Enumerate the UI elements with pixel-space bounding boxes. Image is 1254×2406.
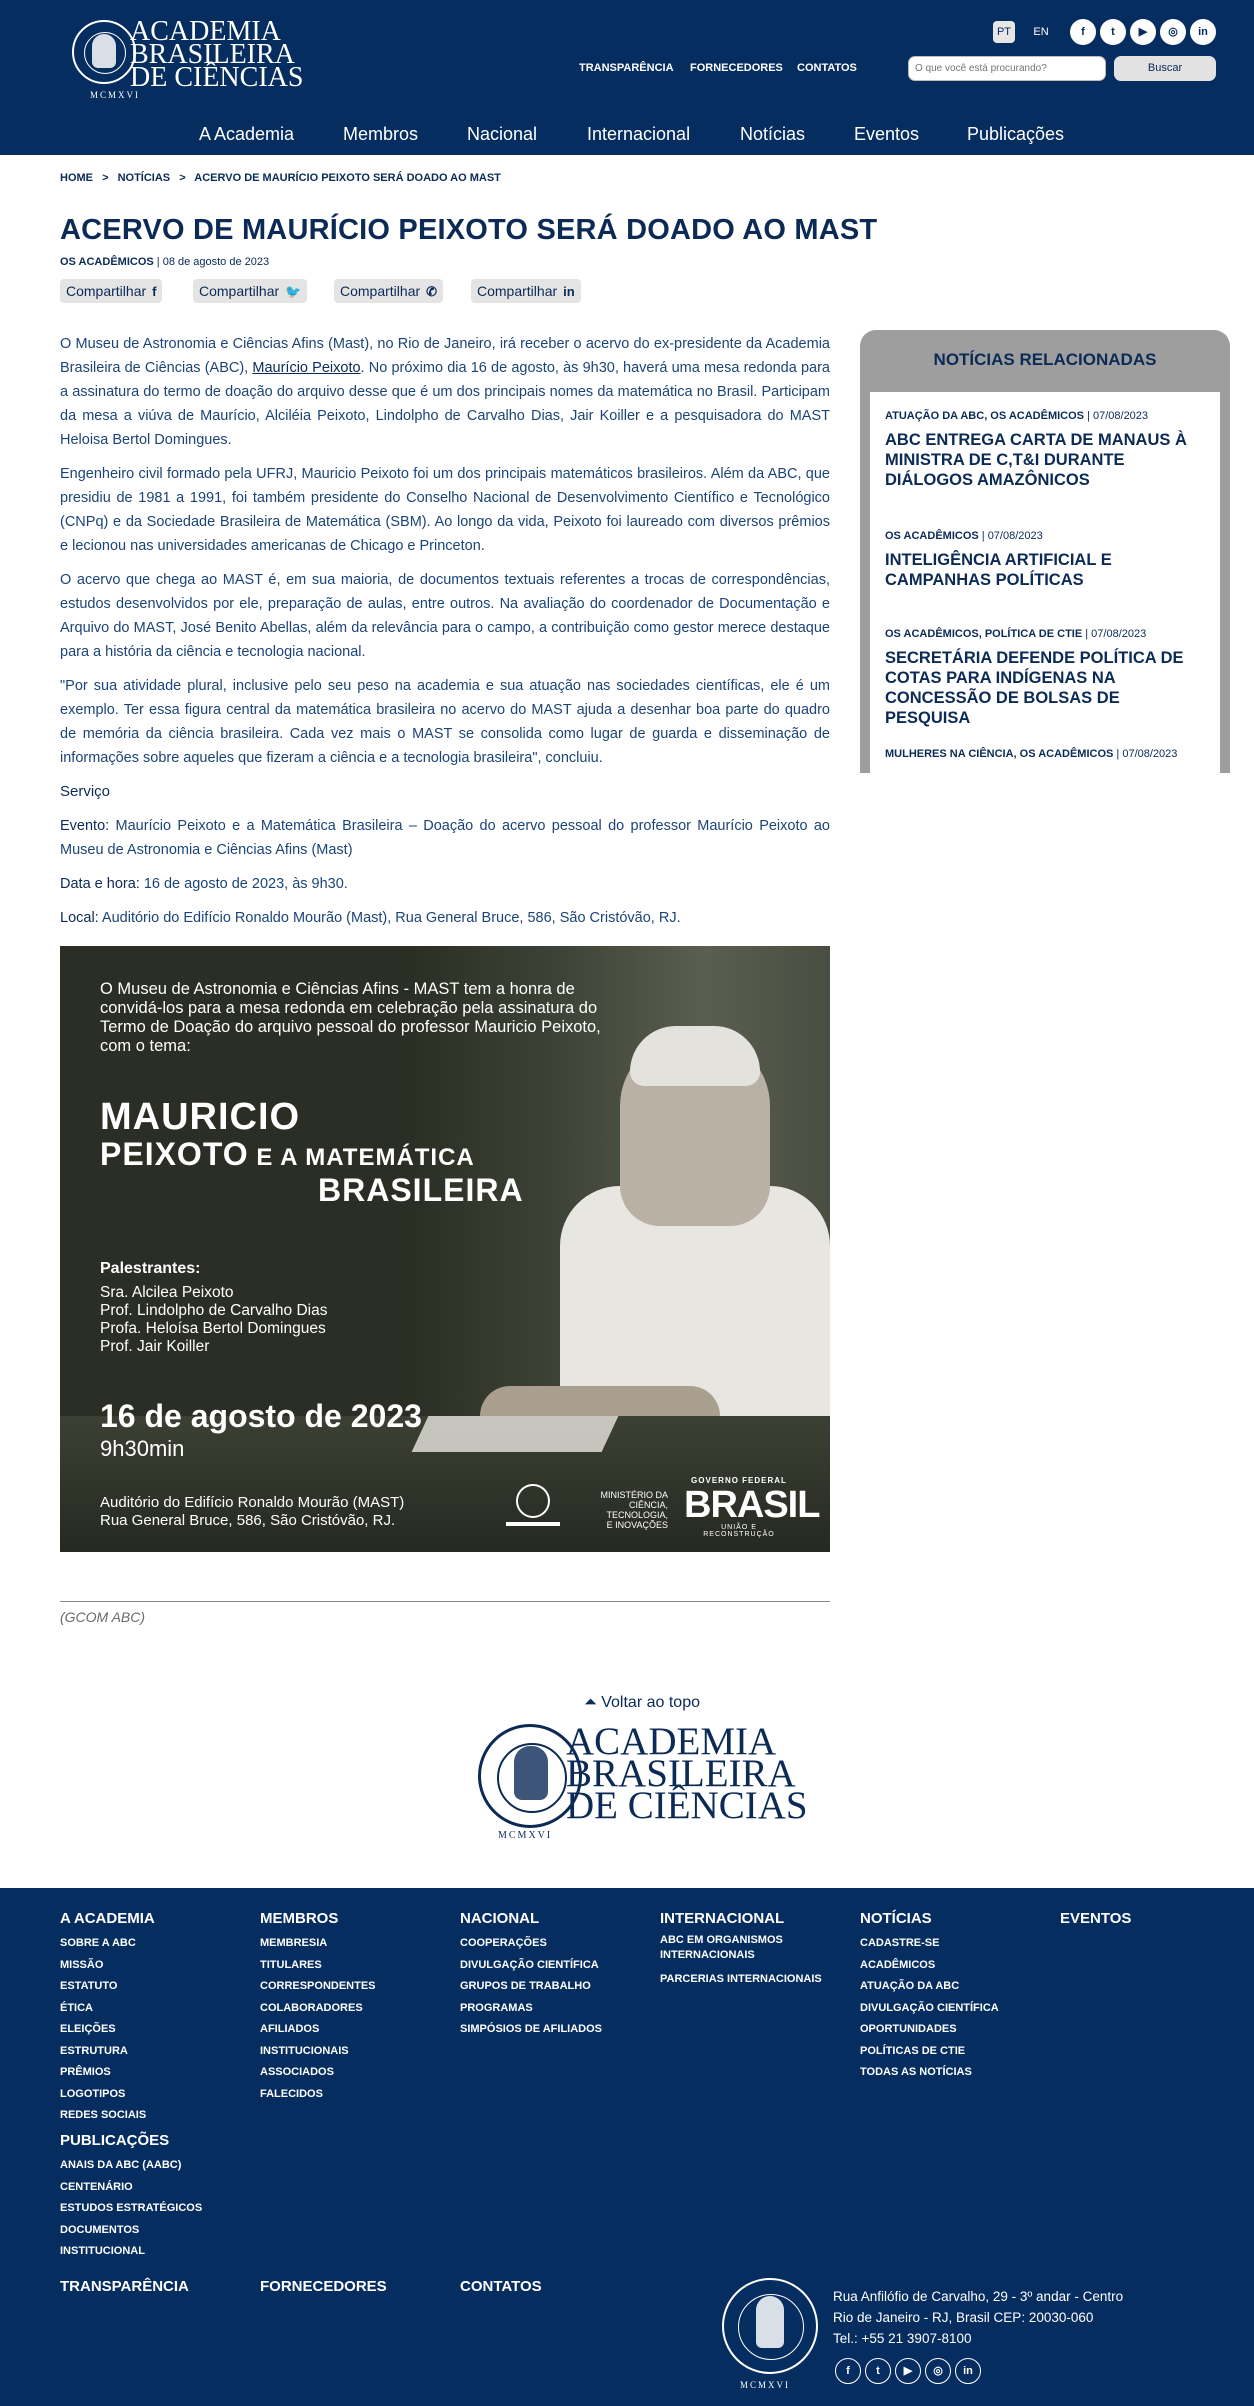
nav-nacional[interactable]: Nacional — [467, 124, 538, 144]
footer-col-publicacoes — [60, 2132, 202, 2263]
footer-link-transparencia[interactable]: TRANSPARÊNCIA — [60, 2278, 189, 2295]
lang-en[interactable]: EN — [1033, 26, 1049, 38]
data-label: Data e hora: — [60, 876, 140, 892]
article-date: | 08 de agosto de 2023 — [156, 256, 270, 268]
local-label: Local: — [60, 910, 99, 926]
footer-heading[interactable]: MEMBROS — [260, 1910, 339, 1927]
footer-link[interactable]: REDES SOCIAIS — [60, 2109, 147, 2121]
nav-noticias[interactable]: Notícias — [740, 124, 806, 144]
nav-publicacoes[interactable]: Publicações — [967, 124, 1065, 144]
footer-link[interactable]: DIVULGAÇÃO CIENTÍFICA — [860, 2001, 999, 2014]
footer-link[interactable]: CORRESPONDENTES — [260, 1980, 376, 1992]
footer-link-fornecedores[interactable]: FORNECEDORES — [260, 2278, 387, 2295]
related-news-title: NOTÍCIAS RELACIONADAS — [933, 350, 1157, 369]
share-twitter-button[interactable] — [193, 279, 307, 303]
search-input[interactable] — [908, 56, 1106, 81]
article-meta — [60, 256, 269, 268]
footer-link[interactable]: INSTITUCIONAL — [60, 2245, 145, 2257]
share-label: Compartilhar — [66, 283, 147, 299]
evento-line — [60, 814, 830, 862]
twitter-icon[interactable]: t — [865, 2358, 891, 2384]
related-news-meta — [885, 628, 1146, 640]
share-linkedin-button[interactable] — [471, 279, 581, 303]
data-value: 16 de agosto de 2023, às 9h30. — [139, 876, 348, 892]
related-news-category[interactable]: ATUAÇÃO DA ABC, OS ACADÊMICOS — [885, 410, 1085, 422]
related-news-link[interactable]: INTELIGÊNCIA ARTIFICIAL E CAMPANHAS POLÍTICAS — [885, 551, 1112, 589]
article-paragraph: Engenheiro civil formado pela UFRJ, Mauricio Peixoto foi um dos principais matemáticos brasileiros. Além da ABC, que presidiu de 1981 a 1991, foi também presidente do Conselho Nacional de Desenvolvimento Científico e Tecnológico (CNPq) e da Sociedade Brasileira de Matemática (SBM). Ao longo da vida, Peixoto foi laureado com diversos prêmios e lecionou nas universidades americanas de Chicago e Princeton. — [60, 466, 830, 554]
poster-intro: O Museu de Astronomia e Ciências Afins - MAST tem a honra de convidá-los para a mesa redonda em celebração pela assinatura do Termo de Doação do arquivo pessoal do professor Mauricio Peixoto, com o tema: — [100, 980, 601, 1055]
logo-year: MCMXVI — [90, 90, 141, 100]
footer-address — [833, 2286, 1123, 2349]
poster-title-3: BRASILEIRA — [318, 1172, 524, 1208]
poster-location — [100, 1494, 404, 1530]
top-link-contatos[interactable]: CONTATOS — [797, 62, 857, 74]
logo-line: BRASILEIRA — [566, 1752, 796, 1795]
top-link-fornecedores[interactable]: FORNECEDORES — [690, 62, 783, 74]
poster-paper — [412, 1416, 619, 1452]
related-news-meta — [885, 410, 1148, 422]
youtube-icon[interactable]: ▶ — [895, 2358, 921, 2384]
article-body — [60, 332, 830, 940]
mauricio-peixoto-link[interactable]: Maurício Peixoto — [252, 360, 361, 376]
local-line — [60, 906, 830, 930]
breadcrumb — [60, 172, 507, 184]
text: . No próximo dia 16 de agosto, às 9h30, haverá uma mesa redonda para a assinatura do termo de doação do arquivo desse que é um dos principais nomes da matemática no Brasil. Participam da mesa a viúva de Maurício, Alciléia Peixoto, Lindolpho de Carvalho Dias, Jair Koiller e a pesquisadora do MAST Heloisa Bertol Domingues. — [60, 360, 830, 448]
poster-speaker: Prof. Lindolpho de Carvalho Dias — [100, 1302, 328, 1319]
footer-col-noticias — [860, 1910, 999, 2084]
footer-link[interactable]: SIMPÓSIOS DE AFILIADOS — [460, 2023, 602, 2035]
article-paragraph: "Por sua atividade plural, inclusive pelo seu peso na academia e sua atuação nas sociedades científicas, ele é um exemplo. Ter essa figura central da matemática brasileira no acervo do MAST ajuda a desenhar boa parte do quadro de memória da ciência brasileira. Cada vez mais o MAST se consolida como lugar de guarda e disseminação de informações sobre aqueles que fizeram a ciência e a tecnologia brasileira", concluiu. — [60, 678, 830, 766]
nav-eventos[interactable]: Eventos — [854, 124, 920, 144]
back-to-top-link[interactable]: ⏶ Voltar ao topo — [584, 1694, 700, 1711]
footer-link[interactable]: ACADÊMICOS — [860, 1958, 936, 1971]
related-news-category[interactable]: OS ACADÊMICOS — [885, 530, 979, 542]
footer-link[interactable]: COOPERAÇÕES — [460, 1937, 547, 1949]
linkedin-icon: in — [563, 284, 575, 299]
footer-link[interactable]: AFILIADOS — [260, 2023, 320, 2035]
related-news-link[interactable]: SECRETÁRIA DEFENDE POLÍTICA DE COTAS PARA INDÍGENAS NA CONCESSÃO DE BOLSAS DE PESQUISA — [885, 649, 1184, 727]
footer-link[interactable]: ESTRUTURA — [60, 2044, 128, 2057]
share-whatsapp-button[interactable] — [334, 279, 443, 303]
footer-link[interactable]: CADASTRE-SE — [860, 1937, 940, 1949]
text: O Museu de Astronomia e Ciências Afins (Mast), no Rio de Janeiro, irá receber o acervo do ex-presidente da Academia Brasileira de Ciências (ABC), — [60, 336, 830, 376]
evento-value: Maurício Peixoto e a Matemática Brasileira – Doação do acervo pessoal do professor Maurício Peixoto ao Museu de Astronomia e Ciências Afins (Mast) — [60, 818, 830, 858]
poster-location-line: Rua General Bruce, 586, São Cristóvão, RJ. — [100, 1512, 396, 1529]
related-news-link[interactable]: ABC ENTREGA CARTA DE MANAUS À MINISTRA DE C,T&I DURANTE DIÁLOGOS AMAZÔNICOS — [885, 431, 1187, 489]
logo-line: ACADEMIA — [566, 1720, 777, 1763]
footer-link[interactable]: CENTENÁRIO — [60, 2180, 133, 2193]
footer-heading[interactable]: INTERNACIONAL — [660, 1910, 785, 1927]
breadcrumb-home[interactable]: HOME — [60, 172, 93, 184]
footer-col-nacional — [460, 1910, 602, 2041]
brasil-logo: BRASIL — [684, 1484, 820, 1526]
logo-line: DE CIÊNCIAS — [130, 62, 304, 93]
related-news-category[interactable]: OS ACADÊMICOS, POLÍTICA DE CTIE — [885, 628, 1083, 640]
footer-link[interactable]: ÉTICA — [60, 2001, 93, 2014]
footer-link[interactable]: DOCUMENTOS — [60, 2223, 140, 2236]
local-value: Auditório do Edifício Ronaldo Mourão (Mast), Rua General Bruce, 586, São Cristóvão, RJ. — [98, 910, 681, 926]
footer-heading[interactable]: NACIONAL — [460, 1910, 540, 1927]
poster-speaker: Profa. Heloísa Bertol Domingues — [100, 1320, 326, 1337]
logo-text — [130, 16, 304, 93]
data-line — [60, 872, 830, 896]
address-line: Rua Anfilófio de Carvalho, 29 - 3º andar - Centro — [833, 2289, 1124, 2304]
facebook-icon[interactable]: f — [835, 2358, 861, 2384]
footer-link[interactable]: MEMBRESIA — [260, 1937, 328, 1949]
related-news-date: | 07/08/2023 — [1113, 748, 1178, 760]
poster-time: 9h30min — [100, 1436, 185, 1461]
footer-link[interactable]: ESTATUTO — [60, 1980, 118, 1992]
footer-seal-year: MCMXVI — [740, 2380, 791, 2390]
breadcrumb-noticias[interactable]: NOTÍCIAS — [117, 172, 171, 184]
footer-col-internacional — [660, 1910, 840, 1991]
site-logo[interactable] — [72, 16, 312, 102]
nav-internacional[interactable]: Internacional — [587, 124, 691, 144]
related-news-date: | 07/08/2023 — [978, 530, 1043, 542]
poster-speakers-label: Palestrantes: — [100, 1260, 201, 1277]
youtube-icon[interactable]: ▶ — [1130, 19, 1156, 45]
logo-text — [566, 1720, 808, 1827]
share-facebook-button[interactable] — [60, 279, 162, 303]
ministerio-line: MINISTÉRIO DA — [600, 1490, 668, 1500]
share-label: Compartilhar — [340, 283, 421, 299]
instagram-icon[interactable]: ◎ — [925, 2358, 951, 2384]
footer-link[interactable]: ESTUDOS ESTRATÉGICOS — [60, 2202, 203, 2214]
lang-pt[interactable]: PT — [993, 21, 1015, 43]
related-news-meta — [885, 530, 1043, 542]
related-news-meta — [885, 748, 1177, 760]
logo-line: BRASILEIRA — [130, 39, 295, 70]
ministerio-line: E INOVAÇÕES — [606, 1520, 668, 1530]
related-news-date: | 07/08/2023 — [1084, 410, 1149, 422]
footer-link[interactable]: ASSOCIADOS — [260, 2066, 334, 2078]
footer-link[interactable]: DIVULGAÇÃO CIENTÍFICA — [460, 1958, 599, 1971]
footer-link[interactable]: COLABORADORES — [260, 2001, 363, 2014]
footer-link[interactable]: ELEIÇÕES — [60, 2023, 116, 2035]
poster-date: 16 de agosto de 2023 — [100, 1398, 422, 1434]
facebook-icon: f — [152, 284, 157, 299]
breadcrumb-separator: > — [179, 172, 186, 184]
article-credit: (GCOM ABC) — [60, 1609, 146, 1625]
ministerio-line: CIÊNCIA, TECNOLOGIA, — [606, 1500, 668, 1520]
logo-line: DE CIÊNCIAS — [566, 1784, 808, 1827]
breadcrumb-separator: > — [102, 172, 109, 184]
divider — [60, 1601, 830, 1602]
article-paragraph — [60, 332, 830, 452]
page-title: ACERVO DE MAURÍCIO PEIXOTO SERÁ DOADO AO MAST — [60, 214, 878, 246]
poster-person-hair — [630, 1026, 760, 1086]
evento-label: Evento: — [60, 818, 110, 834]
breadcrumb-current: ACERVO DE MAURÍCIO PEIXOTO SERÁ DOADO AO MAST — [194, 172, 501, 184]
footer-heading[interactable]: EVENTOS — [1060, 1910, 1132, 1927]
footer-link[interactable]: FALECIDOS — [260, 2087, 323, 2100]
footer-link[interactable]: POLÍTICAS DE CTIE — [860, 2044, 966, 2057]
article-paragraph: O acervo que chega ao MAST é, em sua maioria, de documentos textuais referentes a trocas de correspondências, estudos desenvolvidos por ele, preparação de aulas, entre outros. Na avaliação do coordenador de Documentação e Arquivo do MAST, José Benito Abellas, além da relevância para o campo, a contribuição como gestor merece destaque para a história da ciência e tecnologia nacional. — [60, 572, 830, 660]
site-header — [0, 0, 1254, 155]
share-label: Compartilhar — [199, 283, 280, 299]
address-line: Rio de Janeiro - RJ, Brasil CEP: 20030-060 — [833, 2310, 1094, 2325]
twitter-icon[interactable]: t — [1100, 19, 1126, 45]
logo-seal-figure-icon — [92, 34, 116, 68]
footer-link[interactable]: TITULARES — [260, 1958, 322, 1971]
ministerio-logo — [568, 1490, 668, 1530]
footer-link[interactable]: OPORTUNIDADES — [860, 2023, 957, 2035]
footer-link[interactable]: GRUPOS DE TRABALHO — [460, 1980, 591, 1992]
footer-link[interactable]: LOGOTIPOS — [60, 2087, 126, 2100]
footer-link[interactable]: MISSÃO — [60, 1958, 104, 1971]
poster-title-2a: PEIXOTO — [100, 1136, 249, 1172]
footer-heading[interactable]: NOTÍCIAS — [860, 1910, 932, 1927]
linkedin-icon[interactable]: in — [955, 2358, 981, 2384]
poster-speaker: Prof. Jair Koiller — [100, 1338, 210, 1355]
mast-logo-bar — [506, 1522, 560, 1526]
linkedin-icon[interactable]: in — [1190, 19, 1216, 45]
nav-membros[interactable]: Membros — [343, 124, 419, 144]
footer-link[interactable]: TODAS AS NOTÍCIAS — [860, 2066, 972, 2078]
top-link-transparencia[interactable]: TRANSPARÊNCIA — [579, 62, 674, 74]
footer-heading[interactable]: PUBLICAÇÕES — [60, 2132, 170, 2149]
logo-line: ACADEMIA — [130, 16, 281, 47]
share-label: Compartilhar — [477, 283, 558, 299]
mast-logo-icon — [516, 1484, 550, 1518]
footer-link[interactable]: PROGRAMAS — [460, 2001, 533, 2014]
footer-link[interactable]: ATUAÇÃO DA ABC — [860, 1980, 960, 1992]
related-news-list — [870, 392, 1220, 773]
footer-link[interactable]: PRÊMIOS — [60, 2066, 111, 2078]
twitter-icon: 🐦 — [285, 284, 302, 299]
servico-heading: Serviço — [60, 783, 111, 800]
governo-label: GOVERNO FEDERAL — [691, 1476, 787, 1485]
uniao-label: UNIÃO E RECONSTRUÇÃO — [703, 1524, 775, 1538]
event-poster-image — [60, 946, 830, 1552]
poster-speakers — [100, 1284, 327, 1356]
footer-heading[interactable]: A ACADEMIA — [60, 1910, 155, 1927]
footer-col-academia — [60, 1910, 155, 2127]
related-news-date: | 07/08/2023 — [1082, 628, 1147, 640]
footer-col-membros — [260, 1910, 376, 2105]
poster-title-2 — [100, 1136, 475, 1173]
phone-line: Tel.: +55 21 3907-8100 — [833, 2331, 972, 2346]
facebook-icon[interactable]: f — [1070, 19, 1096, 45]
search-button[interactable]: Buscar — [1114, 56, 1216, 81]
poster-title-1: MAURICIO — [100, 1096, 301, 1138]
related-news-category[interactable]: MULHERES NA CIÊNCIA, OS ACADÊMICOS — [885, 748, 1114, 760]
footer-link[interactable]: INSTITUCIONAIS — [260, 2044, 349, 2057]
logo-year: MCMXVI — [498, 1830, 553, 1841]
footer-link[interactable]: ABC EM ORGANISMOS INTERNACIONAIS — [660, 1934, 783, 1961]
footer-link-contatos[interactable]: CONTATOS — [460, 2278, 542, 2295]
whatsapp-icon: ✆ — [426, 284, 438, 299]
footer-link[interactable]: SOBRE A ABC — [60, 1937, 136, 1949]
footer-seal-figure-icon — [756, 2296, 784, 2348]
footer-link[interactable]: PARCERIAS INTERNACIONAIS — [660, 1973, 822, 1985]
poster-title-2b: E A MATEMÁTICA — [248, 1144, 475, 1171]
nav-a-academia[interactable]: A Academia — [199, 124, 295, 144]
poster-location-line: Auditório do Edifício Ronaldo Mourão (MAST) — [100, 1494, 405, 1511]
footer-logo[interactable] — [478, 1720, 818, 1842]
footer-col-eventos — [1060, 1910, 1131, 1933]
site-footer — [0, 1888, 1254, 2406]
instagram-icon[interactable]: ◎ — [1160, 19, 1186, 45]
article-category[interactable]: OS ACADÊMICOS — [60, 256, 154, 268]
logo-seal-figure-icon — [514, 1746, 548, 1800]
poster-speaker: Sra. Alcilea Peixoto — [100, 1284, 234, 1301]
footer-link[interactable]: ANAIS DA ABC (AABC) — [60, 2159, 182, 2171]
related-news-panel — [860, 330, 1230, 773]
